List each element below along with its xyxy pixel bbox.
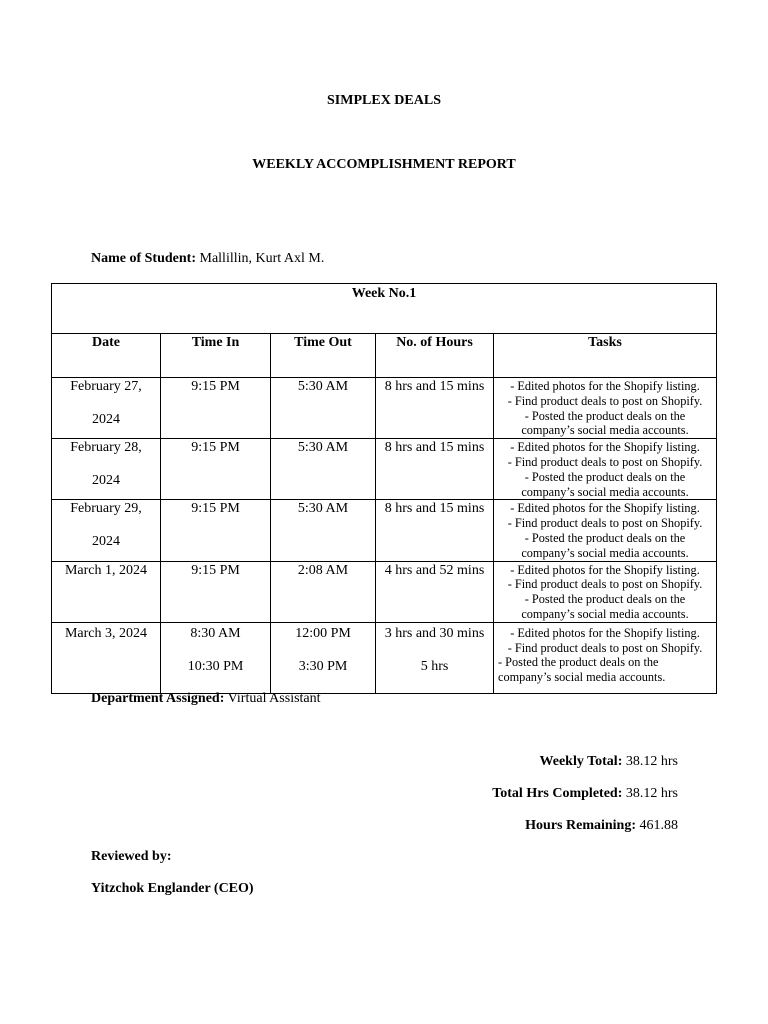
date-text: March 3, 2024 [64, 625, 148, 641]
table-row [52, 561, 717, 622]
line-gap [161, 642, 270, 659]
weekly-total-value: 38.12 hrs [625, 754, 678, 769]
task-line: - Edited photos for the Shopify listing. [510, 440, 700, 455]
department-value: Virtual Assistant [227, 691, 321, 706]
time-out-cell [271, 561, 376, 622]
task-line: - Posted the product deals on the [524, 592, 686, 607]
date-cell [52, 561, 161, 622]
tasks-cell [494, 378, 717, 439]
task-line: - Find product deals to post on Shopify. [507, 393, 703, 408]
line-gap [376, 642, 493, 659]
task-line: - Edited photos for the Shopify listing. [510, 379, 700, 393]
line-gap [271, 642, 375, 659]
tasks-cell [494, 561, 717, 622]
department-label: Department Assigned: [91, 691, 225, 706]
time-out-cell [271, 500, 376, 561]
column-header-hours: No. of Hours [376, 334, 494, 378]
time-in-text: 10:30 PM [187, 658, 244, 674]
line-gap [52, 395, 160, 412]
date-cell [52, 378, 161, 439]
hours-cell [376, 439, 494, 500]
date-text: February 28, [70, 440, 142, 456]
task-line: - Find product deals to post on Shopify. [507, 454, 703, 469]
total-completed-label: Total Hrs Completed: [492, 786, 623, 801]
total-completed-value: 38.12 hrs [625, 786, 678, 801]
date-cell [52, 439, 161, 500]
task-line: company’s social media accounts. [521, 606, 689, 621]
time-out-cell [271, 378, 376, 439]
hours-text: 8 hrs and 15 mins [384, 440, 485, 456]
weekly-total-label: Weekly Total: [539, 754, 623, 769]
date-text: 2024 [92, 473, 120, 489]
hours-remaining-line [525, 818, 678, 834]
date-text: 2024 [92, 534, 120, 550]
hours-remaining-label: Hours Remaining: [525, 818, 636, 833]
task-line: company’s social media accounts. [521, 423, 689, 438]
line-gap [52, 456, 160, 473]
line-gap [52, 517, 160, 534]
table-row [52, 622, 717, 693]
hours-text: 4 hrs and 52 mins [384, 562, 485, 578]
task-line: - Find product deals to post on Shopify. [507, 516, 703, 531]
table-row [52, 378, 717, 439]
tasks-cell [494, 622, 717, 693]
task-line: - Find product deals to post on Shopify. [507, 577, 703, 592]
time-in-cell [161, 622, 271, 693]
task-line: company’s social media accounts. [521, 545, 689, 560]
time-out-text: 5:30 AM [297, 379, 349, 394]
hours-text: 8 hrs and 15 mins [384, 379, 485, 394]
hours-text: 3 hrs and 30 mins [384, 625, 485, 641]
hours-cell [376, 561, 494, 622]
time-out-text: 12:00 PM [295, 625, 351, 641]
date-text: 2024 [92, 412, 120, 427]
tasks-cell [494, 439, 717, 500]
hours-remaining-value: 461.88 [639, 818, 678, 833]
department-line [91, 691, 321, 707]
task-line: - Posted the product deals on the [498, 655, 659, 670]
time-in-text: 9:15 PM [191, 562, 240, 578]
column-header-time-out: Time Out [271, 334, 376, 378]
table-row [52, 439, 717, 500]
hours-text: 5 hrs [420, 658, 449, 674]
time-in-text: 9:15 PM [191, 440, 240, 456]
hours-cell [376, 378, 494, 439]
student-name-value: Mallillin, Kurt Axl M. [199, 251, 325, 266]
date-cell [52, 622, 161, 693]
time-out-text: 5:30 AM [297, 440, 349, 456]
tasks-cell [494, 500, 717, 561]
reviewed-by-label: Reviewed by: [91, 849, 172, 864]
task-line: company’s social media accounts. [498, 670, 666, 685]
task-line: - Posted the product deals on the [524, 469, 686, 484]
time-in-cell [161, 439, 271, 500]
total-completed-line [492, 786, 678, 802]
date-cell [52, 500, 161, 561]
week-number: Week No.1 [52, 284, 717, 334]
task-line: - Posted the product deals on the [524, 530, 686, 545]
task-line: - Edited photos for the Shopify listing. [510, 625, 700, 640]
time-out-text: 5:30 AM [297, 501, 349, 517]
time-out-text: 2:08 AM [297, 562, 349, 578]
time-in-text: 9:15 PM [191, 379, 240, 394]
date-text: March 1, 2024 [64, 562, 148, 578]
time-out-text: 3:30 PM [298, 658, 348, 674]
time-out-cell [271, 439, 376, 500]
time-out-cell [271, 622, 376, 693]
company-name: SIMPLEX DEALS [327, 93, 441, 108]
task-line: company’s social media accounts. [521, 484, 689, 499]
table-row [52, 500, 717, 561]
date-text: February 29, [70, 501, 142, 517]
report-title: WEEKLY ACCOMPLISHMENT REPORT [252, 157, 516, 172]
task-line: - Find product deals to post on Shopify. [507, 640, 703, 655]
task-line: - Edited photos for the Shopify listing. [510, 562, 700, 577]
time-in-cell [161, 378, 271, 439]
weekly-total-line [540, 754, 678, 770]
student-name-line [91, 251, 324, 267]
column-header-time-in: Time In [161, 334, 271, 378]
task-line: - Posted the product deals on the [524, 408, 686, 423]
reviewer-name: Yitzchok Englander (CEO) [91, 881, 254, 896]
hours-cell [376, 622, 494, 693]
time-in-text: 9:15 PM [191, 501, 240, 517]
time-in-cell [161, 500, 271, 561]
date-text: February 27, [70, 379, 142, 394]
time-in-cell [161, 561, 271, 622]
hours-cell [376, 500, 494, 561]
column-header-date: Date [52, 334, 161, 378]
hours-text: 8 hrs and 15 mins [384, 501, 485, 517]
task-line: - Edited photos for the Shopify listing. [510, 501, 700, 516]
time-in-text: 8:30 AM [190, 625, 241, 641]
accomplishment-table [51, 283, 717, 694]
student-name-label: Name of Student: [91, 251, 196, 266]
column-header-tasks: Tasks [494, 334, 717, 378]
